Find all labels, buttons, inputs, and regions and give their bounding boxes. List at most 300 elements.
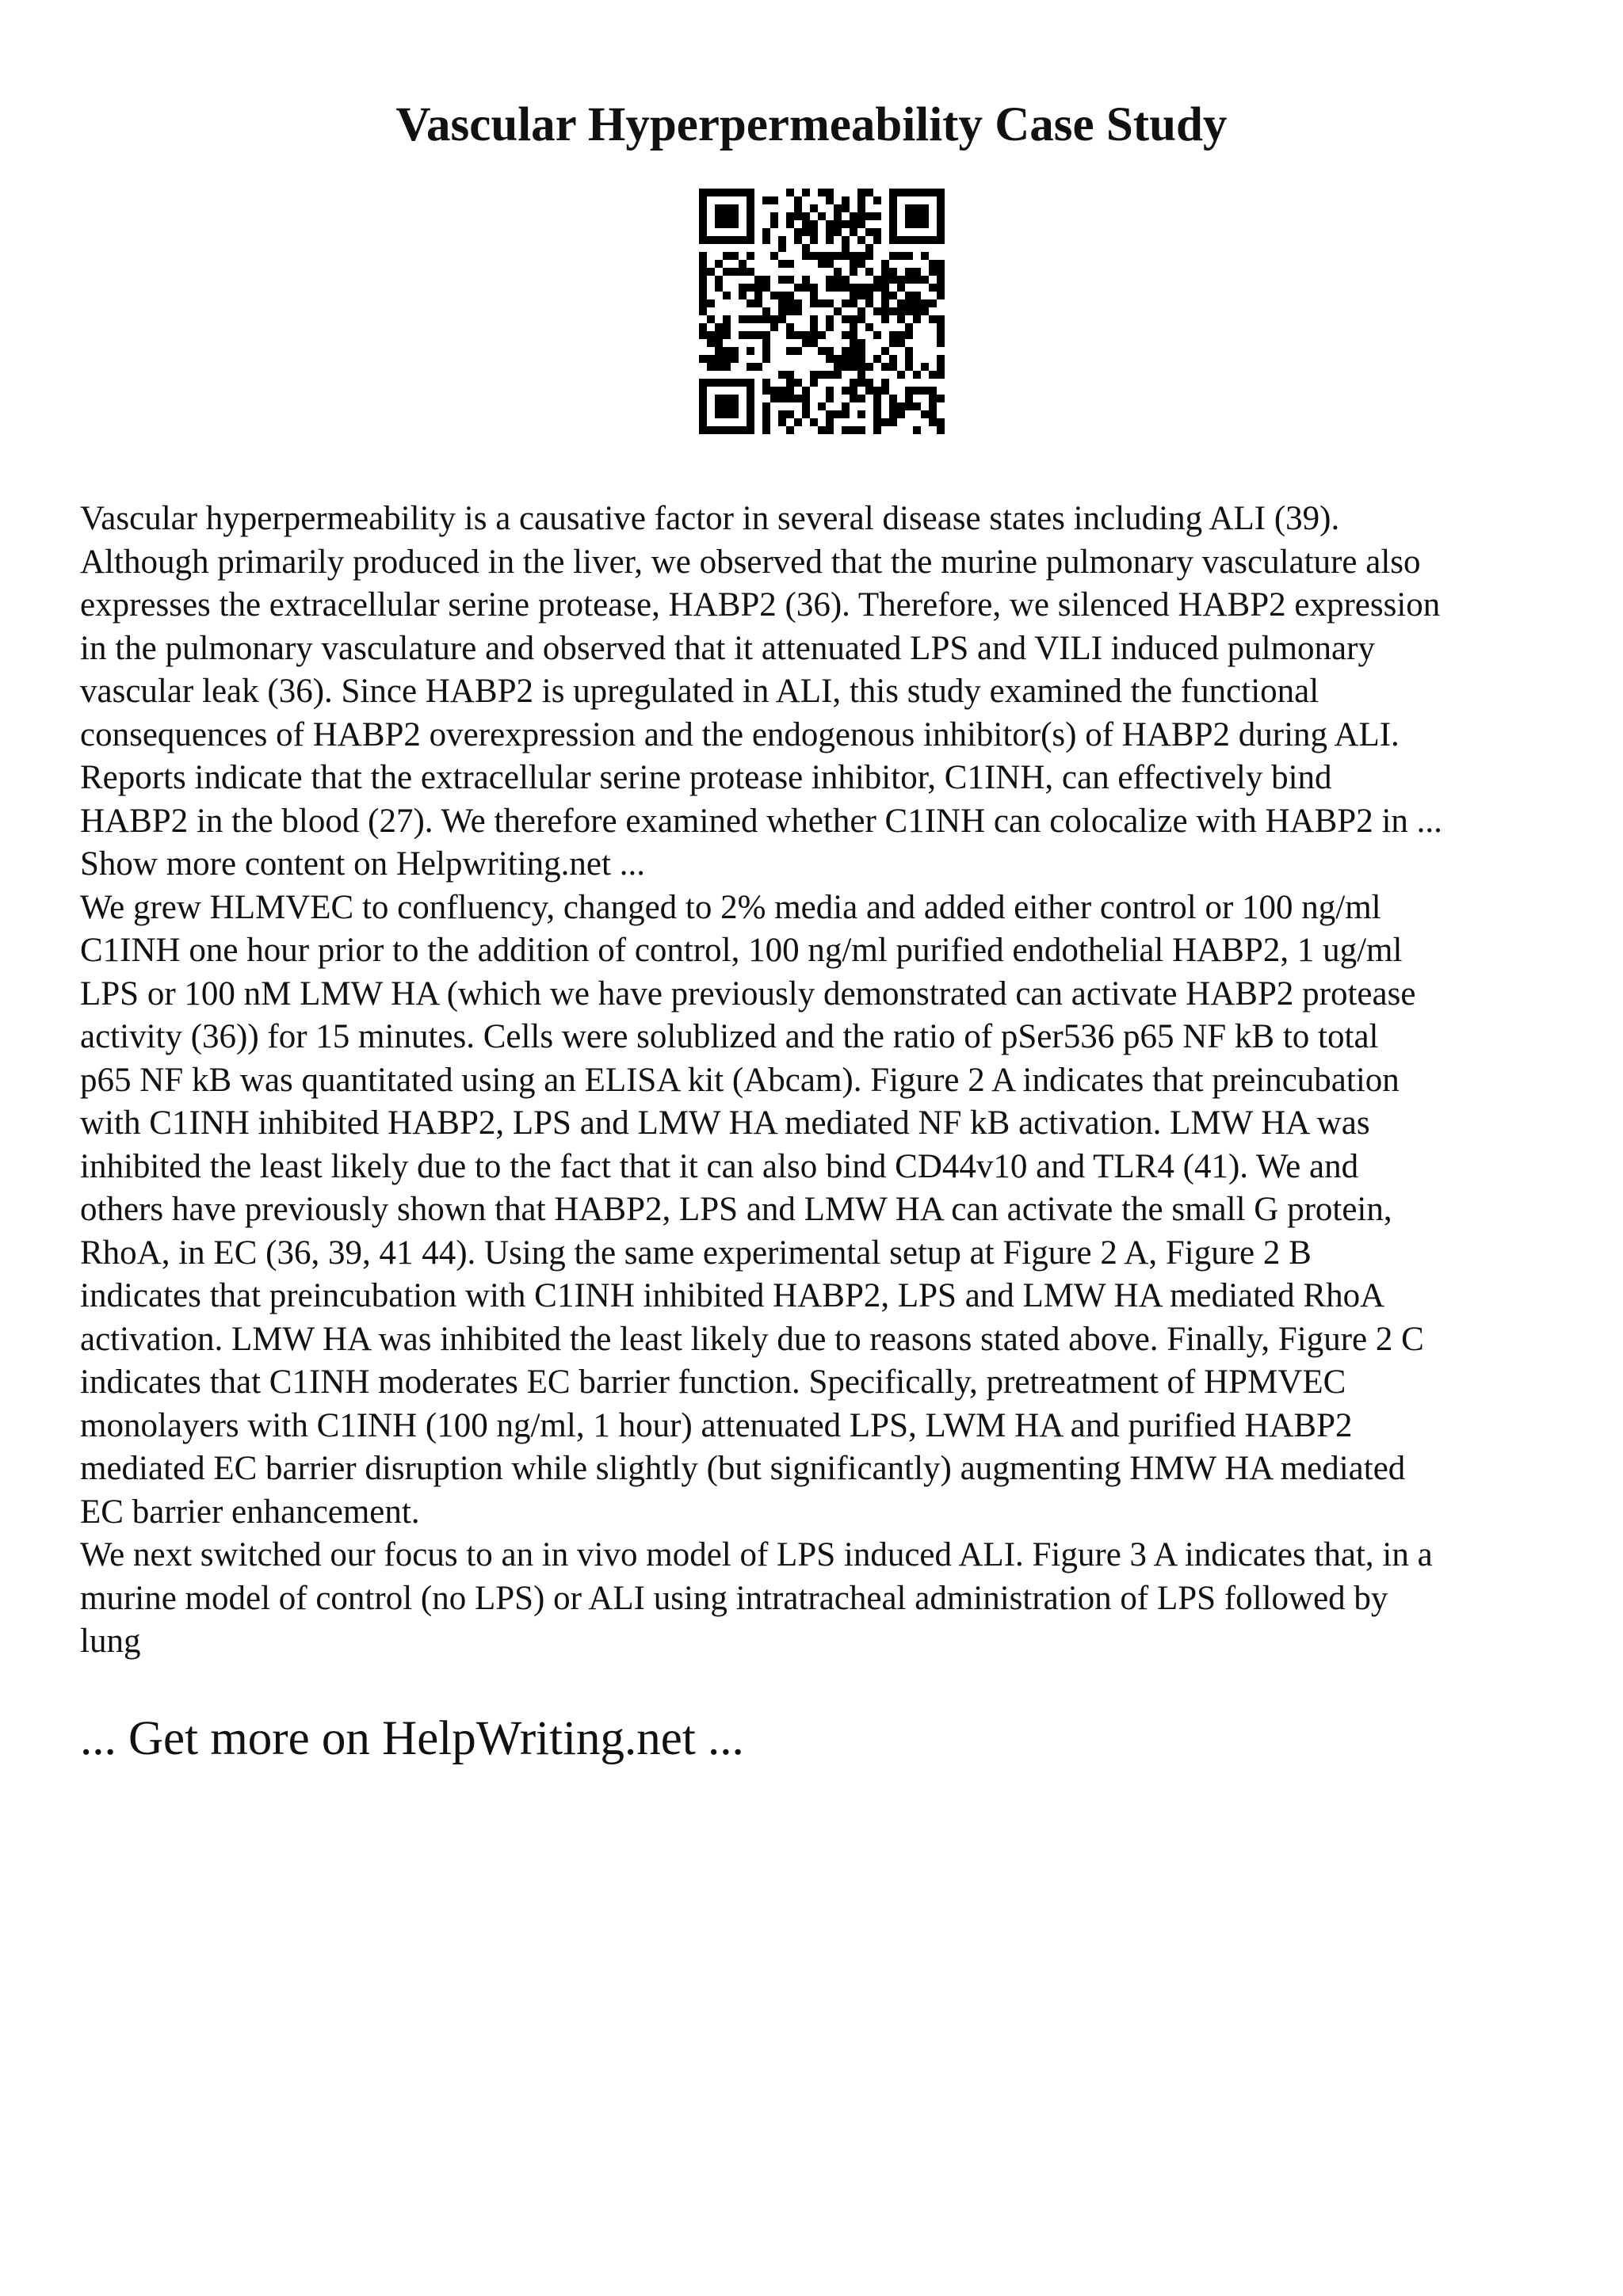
qr-module [723,395,731,402]
qr-module [929,418,937,426]
qr-module [723,292,731,299]
qr-module [810,418,818,426]
qr-module [881,276,889,284]
qr-module [770,196,778,204]
qr-module [739,292,747,299]
body-line: inhibited the least likely due to the fact that it can also bind CD44v10 and TLR4 (41). We and [80,1147,1359,1185]
qr-module [834,363,842,371]
qr-module [810,315,818,323]
qr-module [913,299,921,307]
body-line: mediated EC barrier disruption while slightly (but significantly) augmenting HMW HA mediated [80,1450,1406,1487]
qr-module [897,402,905,410]
qr-module [842,410,850,418]
qr-module [826,299,834,307]
qr-module [723,204,731,212]
qr-module [921,252,929,260]
qr-module [857,379,865,387]
qr-module [715,189,723,196]
qr-module [794,379,802,387]
qr-module [739,426,747,434]
qr-module [818,260,826,268]
page-title: Vascular Hyperpermeability Case Study [395,98,1228,151]
qr-module [921,387,929,395]
qr-module [881,363,889,371]
qr-module [857,204,865,212]
qr-module [723,236,731,244]
qr-module [762,402,770,410]
qr-module [826,228,834,236]
qr-module [905,299,913,307]
qr-module [929,268,937,276]
qr-module [921,276,929,284]
qr-module [889,220,897,228]
qr-module [802,252,810,260]
qr-module [715,276,723,284]
qr-module [826,418,834,426]
qr-module [778,299,786,307]
qr-module [881,307,889,315]
qr-module [699,307,707,315]
qr-module [937,292,945,299]
qr-module [850,212,857,220]
qr-module [707,355,715,363]
qr-module [881,387,889,395]
qr-module [921,307,929,315]
qr-module [937,395,945,402]
qr-module [850,299,857,307]
qr-module [802,402,810,410]
qr-module [786,220,794,228]
qr-module [929,371,937,379]
qr-module [873,331,881,339]
qr-module [921,204,929,212]
qr-module [715,220,723,228]
qr-module [834,410,842,418]
qr-module [929,189,937,196]
qr-module [937,331,945,339]
qr-module [889,252,897,260]
qr-module [747,387,754,395]
qr-module [905,402,913,410]
qr-module [873,355,881,363]
qr-module [865,189,873,196]
qr-module [873,228,881,236]
qr-module [857,355,865,363]
qr-module [802,410,810,418]
body-line: lung [80,1623,141,1660]
qr-module [762,355,770,363]
qr-module [834,252,842,260]
qr-module [857,212,865,220]
qr-module [873,196,881,204]
qr-module [699,402,707,410]
qr-module [699,268,707,276]
qr-module [913,212,921,220]
qr-module [842,196,850,204]
qr-module [699,410,707,418]
qr-module [905,204,913,212]
qr-module [778,307,786,315]
qr-module [707,189,715,196]
qr-module [762,307,770,315]
qr-module [826,315,834,323]
qr-module [897,284,905,292]
qr-module [699,395,707,402]
qr-module [818,331,826,339]
qr-module [857,315,865,323]
qr-module [699,196,707,204]
qr-module [786,260,794,268]
qr-module [881,284,889,292]
qr-module [707,379,715,387]
qr-module [850,220,857,228]
qr-module [699,220,707,228]
qr-module [747,395,754,402]
qr-module [865,252,873,260]
qr-module [747,418,754,426]
qr-module [897,410,905,418]
qr-module [786,426,794,434]
qr-module [770,387,778,395]
qr-module [818,212,826,220]
qr-module [850,323,857,331]
qr-module [770,315,778,323]
qr-module [770,323,778,331]
qr-module [842,387,850,395]
qr-module [810,379,818,387]
qr-module [794,196,802,204]
qr-module [810,292,818,299]
qr-module [937,260,945,268]
qr-module [715,410,723,418]
qr-module [778,276,786,284]
qr-module [850,260,857,268]
body-line: p65 NF kB was quantitated using an ELISA kit (Abcam). Figure 2 A indicates that preincubation [80,1061,1400,1099]
qr-module [834,204,842,212]
qr-module [826,387,834,395]
qr-module [786,212,794,220]
qr-module [747,379,754,387]
qr-module [747,363,754,371]
qr-module [842,276,850,284]
body-line: indicates that preincubation with C1INH inhibited HABP2, LPS and LMW HA mediated RhoA [80,1277,1385,1314]
qr-module [810,228,818,236]
qr-module [715,212,723,220]
qr-module [842,402,850,410]
qr-module [857,371,865,379]
qr-module [873,402,881,410]
qr-module [905,355,913,363]
qr-module [699,379,707,387]
qr-module [857,220,865,228]
qr-module [770,252,778,260]
qr-module [802,220,810,228]
qr-module [865,379,873,387]
body-line: monolayers with C1INH (100 ng/ml, 1 hour) attenuated LPS, LWM HA and purified HABP2 [80,1406,1353,1444]
get-more-link[interactable]: ... Get more on HelpWriting.net ... [80,1712,744,1765]
qr-module [754,284,762,292]
qr-module [810,236,818,244]
qr-module [754,292,762,299]
body-line: activity (36)) for 15 minutes. Cells were solublized and the ratio of pSer536 p65 NF kB to total [80,1018,1379,1055]
qr-module [873,212,881,220]
qr-module [857,395,865,402]
qr-module [778,395,786,402]
qr-module [723,315,731,323]
qr-module [731,268,739,276]
qr-module [762,196,770,204]
qr-module [747,212,754,220]
qr-module [889,307,897,315]
qr-module [826,323,834,331]
qr-module [699,252,707,260]
qr-module [913,236,921,244]
qr-module [897,252,905,260]
qr-module [810,204,818,212]
qr-module [810,331,818,339]
qr-module [842,299,850,307]
qr-module [794,395,802,402]
qr-module [739,331,747,339]
qr-module [786,331,794,339]
qr-module [778,418,786,426]
qr-module [715,323,723,331]
qr-module [889,204,897,212]
qr-module [786,371,794,379]
qr-module [818,189,826,196]
qr-module [810,252,818,260]
qr-module [842,355,850,363]
qr-module [873,426,881,434]
qr-module [731,410,739,418]
qr-module [937,371,945,379]
qr-module [707,339,715,347]
qr-module [826,260,834,268]
qr-module [747,299,754,307]
qr-module [905,292,913,299]
qr-module [699,236,707,244]
qr-module [731,379,739,387]
qr-module [794,299,802,307]
qr-module [937,426,945,434]
qr-module [707,236,715,244]
qr-module [873,307,881,315]
qr-module [731,355,739,363]
qr-module [731,189,739,196]
qr-module [707,426,715,434]
qr-module [850,339,857,347]
qr-module [850,315,857,323]
qr-module [842,347,850,355]
qr-module [715,284,723,292]
qr-module [834,371,842,379]
qr-module [873,410,881,418]
qr-module [937,212,945,220]
qr-module [754,315,762,323]
qr-module [786,323,794,331]
qr-module [937,268,945,276]
qr-module [929,410,937,418]
qr-module [913,276,921,284]
qr-module [762,387,770,395]
qr-module [762,426,770,434]
qr-module [731,212,739,220]
qr-module [842,363,850,371]
qr-module [865,299,873,307]
qr-module [921,299,929,307]
qr-module [715,260,723,268]
qr-module [723,220,731,228]
body-line: LPS or 100 nM LMW HA (which we have previously demonstrated can activate HABP2 protease [80,974,1416,1013]
body-line: consequences of HABP2 overexpression and the endogenous inhibitor(s) of HABP2 during ALI. [80,715,1400,753]
qr-module [842,426,850,434]
qr-module [873,395,881,402]
qr-module [881,379,889,387]
qr-module [731,204,739,212]
qr-module [731,426,739,434]
qr-module [865,323,873,331]
qr-module [786,395,794,402]
body-line: expresses the extracellular serine protease, HABP2 (36). Therefore, we silenced HABP2 expression [80,586,1441,624]
qr-module [762,315,770,323]
qr-module [747,252,754,260]
qr-module [929,395,937,402]
qr-module [818,299,826,307]
qr-module [873,387,881,395]
qr-module [905,331,913,339]
qr-module [826,189,834,196]
qr-module [857,307,865,315]
qr-module [897,189,905,196]
qr-module [786,387,794,395]
qr-module [889,212,897,220]
qr-module [723,379,731,387]
qr-module [921,212,929,220]
qr-module [889,228,897,236]
qr-module [699,418,707,426]
qr-module [810,339,818,347]
qr-module [818,371,826,379]
qr-module [802,331,810,339]
qr-module [857,189,865,196]
qr-module [731,395,739,402]
qr-module [897,276,905,284]
qr-module [889,418,897,426]
qr-module [850,395,857,402]
show-more-link[interactable]: Show more content on Helpwriting.net ... [80,845,645,883]
qr-module [873,236,881,244]
body-line: We grew HLMVEC to confluency, changed to 2% media and added either control or 100 ng/ml [80,888,1381,926]
qr-module [786,276,794,284]
qr-module [834,212,842,220]
qr-module [739,379,747,387]
qr-module [873,276,881,284]
qr-module [921,220,929,228]
qr-module [731,252,739,260]
qr-module [723,426,731,434]
qr-module [794,204,802,212]
qr-module [762,410,770,418]
qr-module [929,260,937,268]
qr-module [778,410,786,418]
qr-module [826,220,834,228]
qr-module [715,363,723,371]
qr-module [857,260,865,268]
qr-module [747,315,754,323]
qr-module [739,260,747,268]
qr-module [857,363,865,371]
qr-module [897,371,905,379]
qr-module [739,268,747,276]
qr-module [707,331,715,339]
qr-module [723,252,731,260]
qr-module [905,363,913,371]
qr-module [754,363,762,371]
qr-module [715,347,723,355]
qr-module [762,284,770,292]
qr-module [889,276,897,284]
qr-module [786,410,794,418]
qr-module [707,299,715,307]
qr-module [905,276,913,284]
qr-module [762,228,770,236]
qr-module [715,339,723,347]
qr-module [865,228,873,236]
qr-module [699,212,707,220]
qr-module [762,347,770,355]
body-line: Although primarily produced in the liver, we observed that the murine pulmonary vasculature also [80,543,1421,581]
qr-module [802,212,810,220]
body-line: indicates that C1INH moderates EC barrier function. Specifically, pretreatment of HPMVEC [80,1363,1346,1401]
qr-module [850,268,857,276]
qr-module [810,299,818,307]
qr-module [786,189,794,196]
qr-module [826,355,834,363]
qr-module [937,363,945,371]
qr-module [857,292,865,299]
qr-module [699,276,707,284]
qr-module [857,284,865,292]
qr-module [921,410,929,418]
qr-module [715,204,723,212]
qr-module [715,355,723,363]
qr-module [699,284,707,292]
qr-module [937,315,945,323]
qr-module [905,387,913,395]
qr-module [762,379,770,387]
qr-module [826,236,834,244]
qr-module [834,284,842,292]
qr-module [929,402,937,410]
qr-module [762,236,770,244]
body-line: EC barrier enhancement. [80,1493,420,1531]
qr-module [707,268,715,276]
qr-module [937,323,945,331]
qr-module [715,426,723,434]
qr-module [786,379,794,387]
qr-module [857,426,865,434]
qr-module [842,315,850,323]
qr-module [747,410,754,418]
qr-module [905,252,913,260]
qr-module [810,220,818,228]
qr-module [739,189,747,196]
qr-module [834,307,842,315]
article-body [80,498,1570,1664]
qr-module [850,331,857,339]
qr-module [778,260,786,268]
body-line: Reports indicate that the extracellular serine protease inhibitor, C1INH, can effectively bind [80,759,1332,796]
